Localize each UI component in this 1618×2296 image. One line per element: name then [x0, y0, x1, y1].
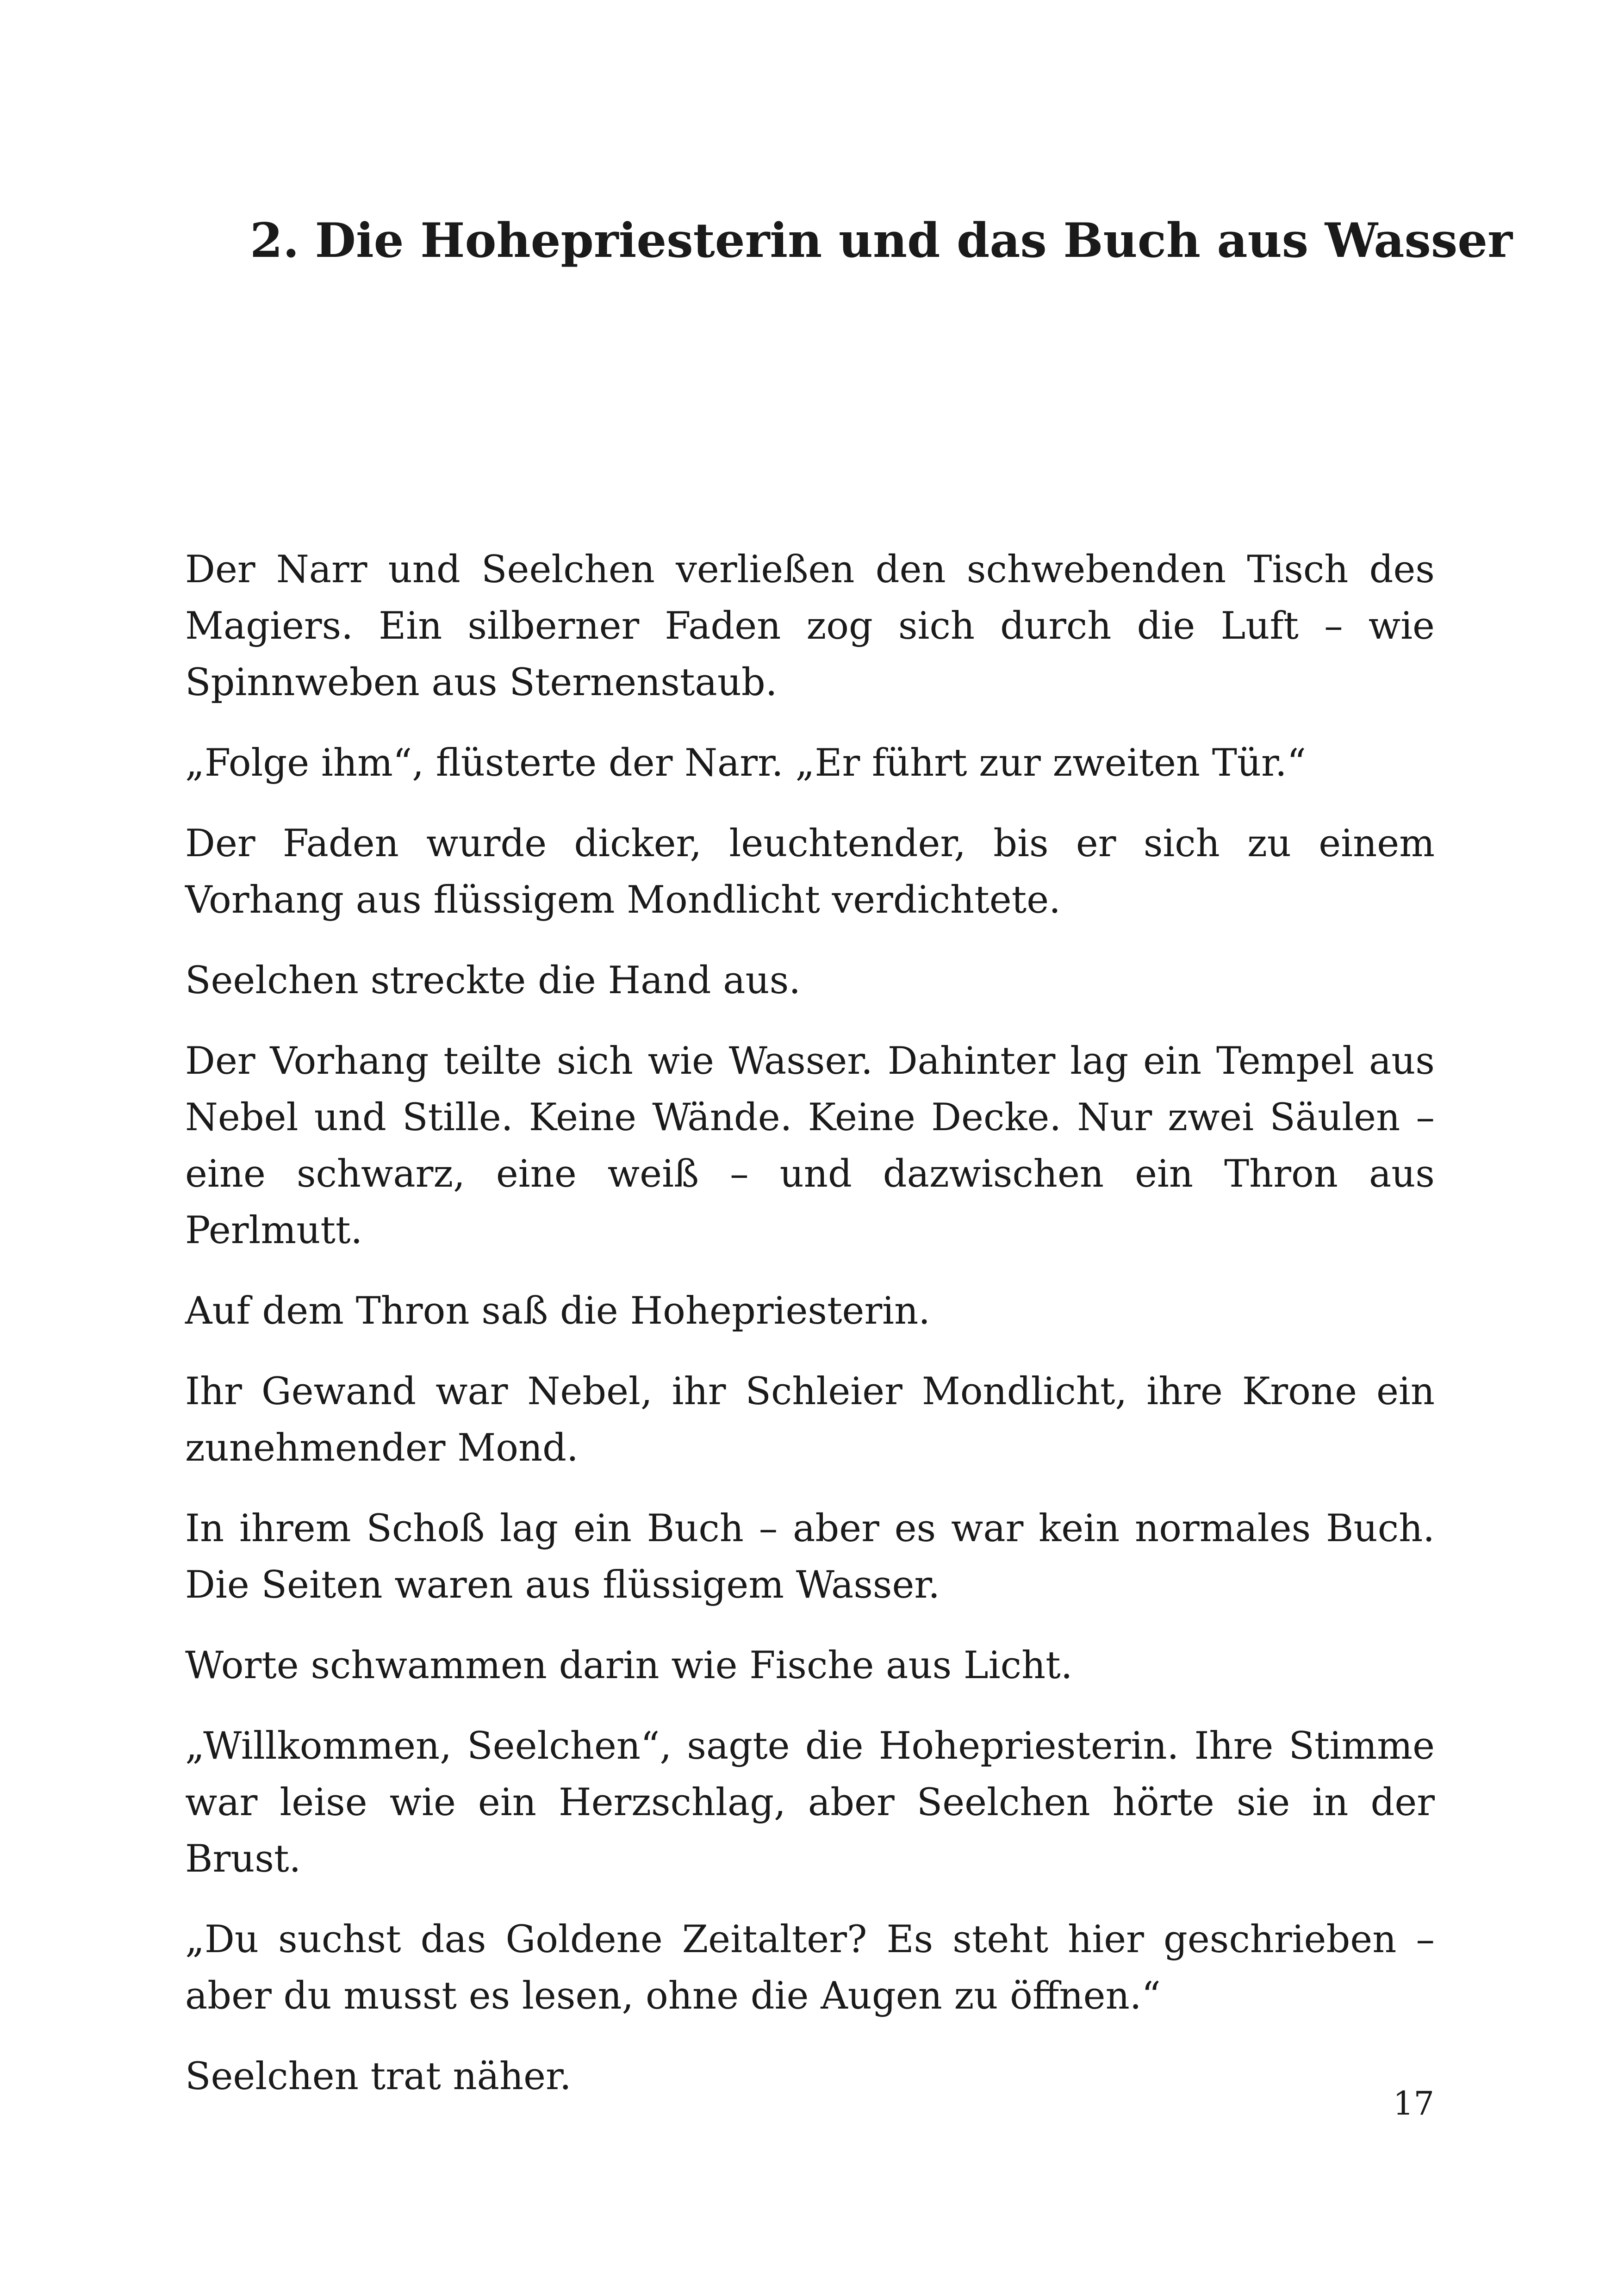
chapter-title: Die Hohepriesterin und das Buch aus Wasser [315, 213, 1512, 268]
paragraph: „Du suchst das Goldene Zeitalter? Es steht hier geschrieben – aber du musst es lesen, ohne die Augen zu öffnen.“ [185, 1918, 1435, 2018]
paragraph: Der Vorhang teilte sich wie Wasser. Dahinter lag ein Tempel aus Nebel und Stille. Keine Wände. Keine Decke. Nur zwei Säulen – eine schwarz, eine weiß – und dazwischen ein Thron aus Perlmutt. [185, 1039, 1435, 1252]
chapter-heading [250, 208, 1512, 273]
paragraph: Worte schwammen darin wie Fische aus Licht. [185, 1644, 1073, 1687]
paragraph: In ihrem Schoß lag ein Buch – aber es war kein normales Buch. Die Seiten waren aus flüssigem Wasser. [185, 1507, 1435, 1607]
paragraph: „Willkommen, Seelchen“, sagte die Hohepriesterin. Ihre Stimme war leise wie ein Herzschlag, aber Seelchen hörte sie in der Brust. [185, 1724, 1435, 1881]
paragraph: Der Narr und Seelchen verließen den schwebenden Tisch des Magiers. Ein silberner Faden zog sich durch die Luft – wie Spinnweben aus Sternenstaub. [185, 548, 1435, 704]
paragraph: Auf dem Thron saß die Hohepriesterin. [185, 1289, 930, 1333]
paragraph: Ihr Gewand war Nebel, ihr Schleier Mondlicht, ihre Krone ein zunehmender Mond. [185, 1370, 1435, 1470]
paragraph: Der Faden wurde dicker, leuchtender, bis er sich zu einem Vorhang aus flüssigem Mondlicht verdichtete. [185, 822, 1435, 922]
page-number: 17 [1393, 2084, 1434, 2122]
paragraph: „Folge ihm“, flüsterte der Narr. „Er führt zur zweiten Tür.“ [185, 741, 1307, 785]
paragraph: Seelchen streckte die Hand aus. [185, 959, 801, 1002]
chapter-number: 2. [250, 213, 299, 268]
paragraph: Seelchen trat näher. [185, 2055, 572, 2098]
body-text [185, 541, 1435, 2129]
